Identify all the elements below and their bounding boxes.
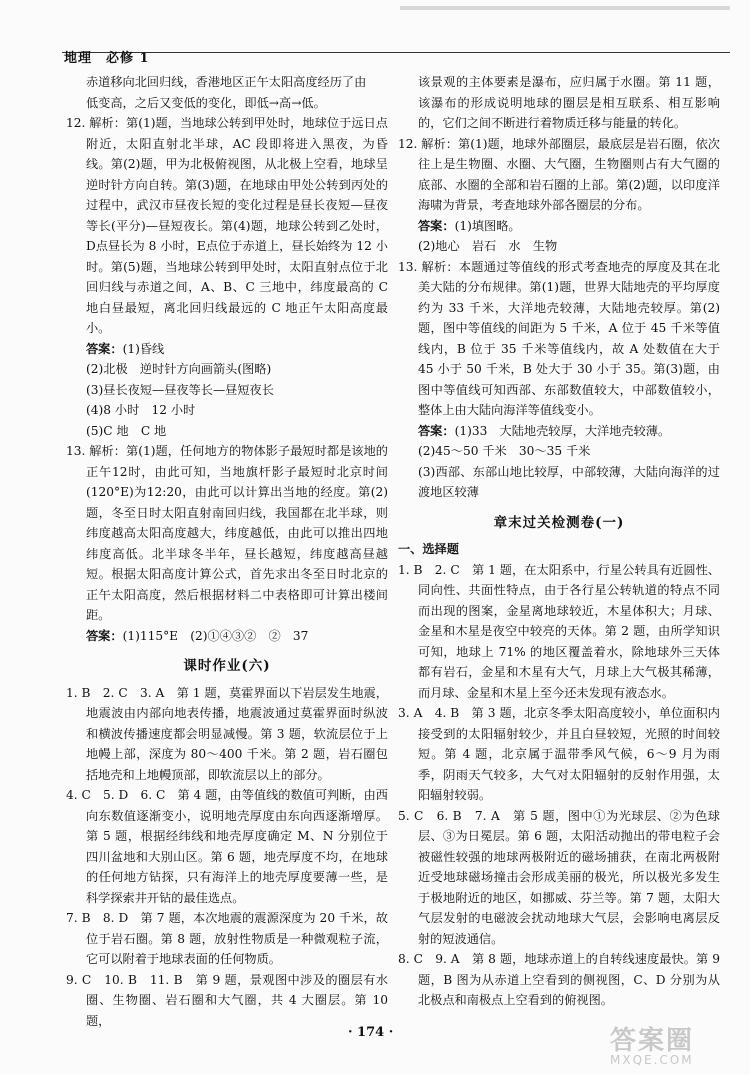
watermark-url: MXQE.COM (610, 1053, 694, 1067)
answer-12 (398, 216, 720, 237)
answer-line: (2)45～50 千米 30～35 千米 (418, 444, 591, 458)
paragraph: 赤道移向北回归线，香港地区正午太阳高度经历了由 (86, 75, 367, 89)
answer-line: (1)昏线 (122, 341, 165, 356)
watermark-logo (610, 1020, 740, 1070)
answer-item: 5. C 6. B 7. A 第 5 题，图中①为光球层、②为色球层、③为日冕层。第 6 题，太阳活动抛出的带电粒子会被磁性较强的地球两极附近的磁场捕获，在南北两极附近受地球磁场撞击会形成美丽的极光，所以极光多发生于极地附近的地区，如挪威、芬兰等。第 7 题，太阳大气层发射的电磁波会扰动地球大气层，会影响电离层反射的短波通信。 (398, 808, 720, 946)
answer-item: 8. C 9. A 第 8 题，地球赤道上的自转线速度最快。第 9 题，B 图为从赤道上空看到的侧视图，C、D 分别为从北极点和南极点上空看到的俯视图。 (398, 952, 720, 1007)
answer-item: 3. A 4. B 第 3 题，北京冬季太阳高度较小，单位面积内接受到的太阳辐射较少，并且白昼较短，光照的时间较短。第 4 题，北京属于温带季风气候，6～9 月为雨季，阴雨天气较多，大气对太阳辐射的反射作用强，太阳辐射较弱。 (398, 706, 720, 802)
answer-line: (2)北极 逆时针方向画箭头(图略) (86, 362, 272, 376)
answer-line: (5)C 地 C 地 (86, 423, 167, 438)
answer-13 (398, 421, 720, 442)
answer-label: 答案： (418, 218, 455, 233)
subsection-title: 一、选择题 (398, 542, 459, 556)
scan-edge (400, 6, 730, 10)
paragraph: 该景观的主体要素是瀑布，应归属于水圈。第 11 题，该瀑布的形成说明地球的圈层是相互联系、相互影响的，它们之间不断进行着物质迁移与能量的转化。 (418, 75, 720, 130)
question-13-analysis: 13. 解析：本题通过等值线的形式考查地壳的厚度及其在北美大陆的分布规律。第(1)题，世界大陆地壳的平均厚度约为 33 千米，大洋地壳较薄，大陆地壳较厚。第(2)题，图中等值线的间距为 5 千米，A 位于 45 千米等值线内，B 位于 35 千米等值线内，故 A 处数值在大于 45 小于 50 千米，B 处大于 30 小于 35。第(3)题，由图中等值线可知西部、东部数值较大，中部数值较小，整体上由大陆向海洋等值线变小。 (398, 259, 720, 417)
answer-label: 答案： (418, 423, 455, 438)
answer-item: 9. C 10. B 11. B 第 9 题，景观图中涉及的圈层有水圈、生物圈、岩石圈和大气圈，共 4 大圈层。第 10 题， (66, 972, 388, 1028)
page-number: · 174 · (348, 1025, 394, 1040)
answer-line: (1)填图略。 (454, 218, 521, 233)
answer-line: (4)8 小时 12 小时 (86, 403, 196, 417)
section-title: 课时作业(六) (183, 658, 271, 674)
answer-item: 1. B 2. C 第 1 题，在太阳系中，行星公转具有近圆性、同向性、共面性特点，由于各行星公转轨道的特点不同而出现的图案，金星离地球较近，木星体积大；月球、金星和木星是夜空中较亮的天体。第 2 题，由所学知识可知，地球上 71% 的地区覆盖着水，除地球外三天体都有岩石，金星和木星有大气，月球上大气极其稀薄，而月球、金星和木星上至今还未发现有液态水。 (398, 562, 720, 700)
header-rule (62, 32, 730, 53)
question-13-analysis: 13. 解析：第(1)题，任何地方的物体影子最短时都是该地的正午12时，由此可知，当地旗杆影子最短时北京时间(120°E)为12:20，由此可以计算出当地的经度。第(2)题，冬至日时太阳直射南回归线，我国都在北半球，则纬度越高太阳高度越大，纬度越低，由此可以推出四地纬度高低。北半球冬半年，昼长越短，纬度越高昼越短。根据太阳高度计算公式，首先求出冬至日时北京的正午太阳高度，然后根据材料二中表格即可计算出楼间距。 (66, 444, 388, 622)
question-12-analysis: 12. 解析：第(1)题，地球外部圈层，最底层是岩石圈，依次往上是生物圈、水圈、大气圈，生物圈则占有大气圈的底部、水圈的全部和岩石圈的上部。第(2)题，以印度洋海啸为背景，考查地球外部各圈层的分布。 (398, 136, 720, 212)
answer-label: 答案： (86, 341, 123, 356)
answer-item: 7. B 8. D 第 7 题，本次地震的震源深度为 20 千米，故位于岩石圈。第 8 题，放射性物质是一种微观粒子流，它可以附着于地球表面的任何物质。 (66, 911, 388, 966)
answer-item: 4. C 5. D 6. C 第 4 题，由等值线的数值可判断，由西向东数值逐渐变小，说明地壳厚度由东向西逐渐增厚。第 5 题，根据经纬线和地壳厚度确定 M、N 分别位于四川盆地和大别山区。第 6 题，地壳厚度不均，在地球的任何地方钻探，只有海洋上的地壳厚度要薄一些，是科学探索井开钻的最佳选点。 (66, 788, 388, 905)
answer-12 (66, 339, 388, 360)
answer-13 (66, 626, 388, 647)
answer-line: (3)昼长夜短—昼夜等长—昼短夜长 (86, 382, 274, 397)
right-column (398, 72, 720, 1011)
left-column (66, 72, 388, 1031)
answer-line: (2)地心 岩石 水 生物 (418, 239, 558, 253)
answer-line: (3)西部、东部山地比较厚，中部较薄，大陆向海洋的过渡地区较薄 (418, 464, 720, 499)
answer-item: 1. B 2. C 3. A 第 1 题，莫霍界面以下岩层发生地震，地震波由内部向地表传播，地震波通过莫霍界面时纵波和横波传播速度都会明显减慢。第 3 题，软流层位于上地幔上部，深度为 80～400 千米。第 2 题，岩石圈包括地壳和上地幔顶部，即软流层以上的部分。 (66, 685, 388, 782)
question-12-analysis: 12. 解析：第(1)题，当地球公转到甲处时，地球位于远日点附近，太阳直射北半球，AC 段即将进入黑夜，为昏线。第(2)题，甲为北极俯视图，从北极上空看，地球呈逆时针方向自转。第(3)题，在地球由甲处公转到丙处的过程中，武汉市昼夜长短的变化过程是昼长夜短—昼夜等长(平分)—昼短夜长。第(4)题，地球公转到乙处时，D点昼长为 8 小时，E点位于赤道上，昼长始终为 12 小时。第(5)题，当地球公转到甲处时，太阳直射点位于北回归线与赤道之间，A、B、C 三地中，纬度最高的 C 地白昼最短，离北回归线最远的 C 地正午太阳高度最小。 (66, 116, 388, 335)
paragraph: 低变高，之后又变低的变化，即低→高→低。 (86, 95, 326, 110)
section-title: 章末过关检测卷(一) (493, 514, 625, 531)
running-header: 地理 必修 1 (64, 51, 150, 66)
answer-line: (1)115°E (2)①④③② ② 37 (122, 628, 309, 643)
watermark-text: 答案圈 (610, 1026, 695, 1056)
answer-line: (1)33 大陆地壳较厚，大洋地壳较薄。 (454, 423, 671, 438)
answer-label: 答案： (86, 628, 123, 643)
